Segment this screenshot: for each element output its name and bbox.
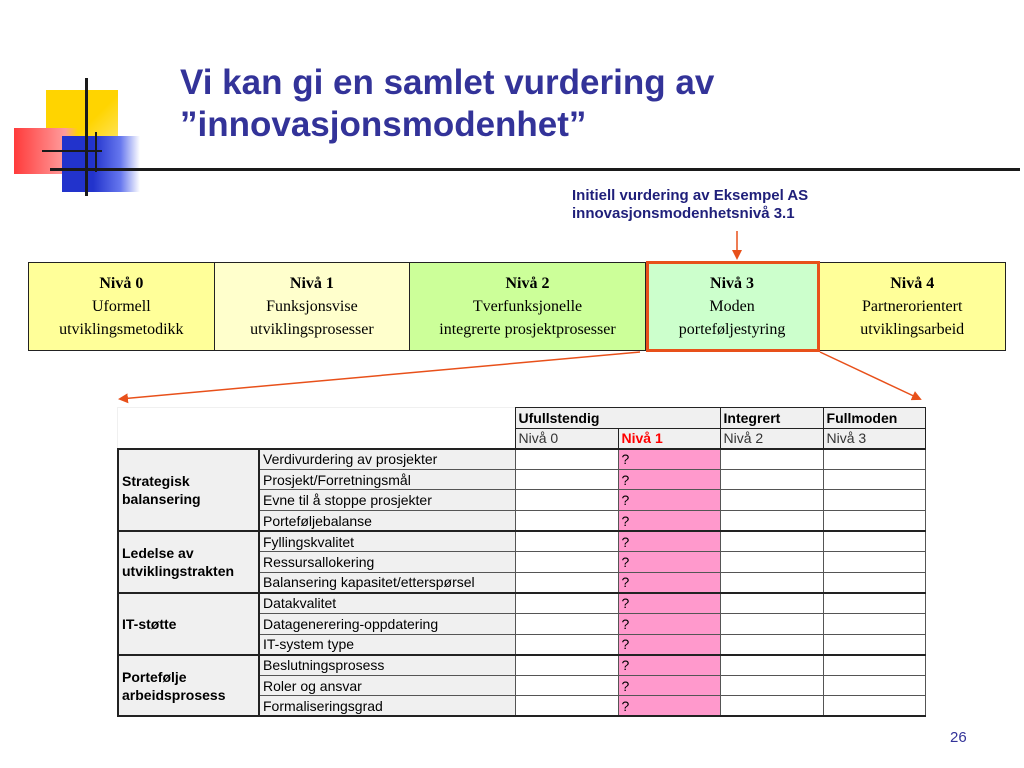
callout-line1: Initiell vurdering av Eksempel AS: [572, 187, 809, 204]
assessment-callout: [572, 187, 808, 223]
group-header-fullmoden: Fullmoden: [823, 408, 925, 429]
level-desc-line1: Uformell: [91, 298, 151, 315]
level-heading: Nivå 2: [505, 275, 550, 292]
logo-blue-square: [62, 136, 140, 192]
table-row: [118, 593, 925, 614]
score-cell: [823, 572, 925, 593]
niva-header: Nivå 0: [515, 428, 618, 449]
score-cell-current: ?: [618, 531, 720, 552]
maturity-levels-table: [28, 262, 1006, 351]
criterion-cell: Ressursallokering: [259, 552, 515, 573]
score-cell: [720, 696, 823, 717]
score-cell: [823, 696, 925, 717]
score-cell: [515, 469, 618, 490]
page-number: 26: [950, 729, 967, 746]
slide-title-line1: Vi kan gi en samlet vurdering av: [180, 63, 715, 102]
expand-arrow-left: [120, 352, 640, 399]
expand-arrow-right: [820, 352, 920, 399]
score-cell: [515, 449, 618, 470]
criterion-cell: Datakvalitet: [259, 593, 515, 614]
score-cell: [720, 552, 823, 573]
level-0-cell: [29, 263, 215, 350]
empty-corner: [118, 428, 515, 449]
level-1-cell: [215, 263, 411, 350]
criterion-cell: Fyllingskvalitet: [259, 531, 515, 552]
level-heading: Nivå 1: [289, 275, 334, 292]
criterion-cell: Datagenerering-oppdatering: [259, 613, 515, 634]
logo-horizontal-line-short: [42, 150, 102, 152]
score-cell-current: ?: [618, 634, 720, 655]
assessment-table: [117, 407, 926, 717]
level-desc-line1: Moden: [709, 298, 755, 315]
score-cell: [823, 655, 925, 676]
group-header-row: [118, 408, 925, 429]
score-cell: [720, 531, 823, 552]
table-row: [118, 449, 925, 470]
title-underline: [50, 168, 1020, 171]
category-name-line2: utviklingstrakten: [122, 562, 235, 579]
score-cell: [515, 655, 618, 676]
level-desc-line2: integrerte prosjektprosesser: [439, 321, 616, 338]
level-heading: Nivå 0: [99, 275, 144, 292]
score-cell: [823, 552, 925, 573]
score-cell: [720, 613, 823, 634]
score-cell: [720, 655, 823, 676]
slide-title-line2: ”innovasjonsmodenhet”: [180, 105, 587, 144]
level-heading: Nivå 3: [710, 275, 755, 292]
score-cell-current: ?: [618, 490, 720, 511]
score-cell-current: ?: [618, 593, 720, 614]
category-name-line1: IT-støtte: [122, 615, 177, 632]
niva-header: Nivå 2: [720, 428, 823, 449]
group-header-ufullstendig: Ufullstendig: [515, 408, 720, 429]
score-cell: [515, 510, 618, 531]
score-cell-current: ?: [618, 552, 720, 573]
score-cell-current: ?: [618, 510, 720, 531]
level-desc-line2: utviklingsmetodikk: [59, 321, 184, 338]
criterion-cell: Verdivurdering av prosjekter: [259, 449, 515, 470]
criterion-cell: Roler og ansvar: [259, 675, 515, 696]
score-cell: [720, 490, 823, 511]
score-cell: [720, 572, 823, 593]
score-cell-current: ?: [618, 675, 720, 696]
score-cell: [823, 510, 925, 531]
score-cell-current: ?: [618, 449, 720, 470]
score-cell: [720, 469, 823, 490]
score-cell: [720, 449, 823, 470]
level-2-cell: [410, 263, 646, 350]
category-cell: [118, 531, 259, 593]
category-cell: [118, 593, 259, 655]
score-cell: [823, 449, 925, 470]
score-cell-current: ?: [618, 469, 720, 490]
logo-vertical-line-short: [95, 132, 97, 172]
level-heading: Nivå 4: [890, 275, 935, 292]
score-cell: [823, 613, 925, 634]
score-cell: [823, 675, 925, 696]
level-desc-line2: utviklingsarbeid: [860, 321, 965, 338]
level-desc-line1: Tverfunksjonelle: [472, 298, 583, 315]
criterion-cell: Evne til å stoppe prosjekter: [259, 490, 515, 511]
score-cell: [823, 634, 925, 655]
criterion-cell: Balansering kapasitet/etterspørsel: [259, 572, 515, 593]
slide-title: [180, 62, 980, 146]
level-4-cell: [819, 263, 1005, 350]
level-desc-line2: utviklingsprosesser: [250, 321, 374, 338]
score-cell: [515, 490, 618, 511]
current-level-highlight: [646, 261, 820, 352]
criterion-cell: Formaliseringsgrad: [259, 696, 515, 717]
score-cell: [720, 675, 823, 696]
category-name-line1: Strategisk: [122, 472, 190, 489]
criterion-cell: Prosjekt/Forretningsmål: [259, 469, 515, 490]
category-name-line1: Portefølje: [122, 668, 187, 685]
niva-header: Nivå 3: [823, 428, 925, 449]
level-desc-line1: Partnerorientert: [861, 298, 963, 315]
callout-line2: innovasjonsmodenhetsnivå 3.1: [572, 205, 795, 222]
category-cell: [118, 449, 259, 531]
score-cell: [823, 593, 925, 614]
category-name-line2: balansering: [122, 490, 201, 507]
criterion-cell: Beslutningsprosess: [259, 655, 515, 676]
assessment-grid: [117, 407, 924, 717]
score-cell: [515, 552, 618, 573]
score-cell: [823, 490, 925, 511]
level-desc-line1: Funksjonsvise: [266, 298, 358, 315]
score-cell-current: ?: [618, 655, 720, 676]
score-cell: [823, 469, 925, 490]
level-desc-line2: porteføljestyring: [678, 321, 786, 338]
niva-header-current: Nivå 1: [618, 428, 720, 449]
empty-corner: [118, 408, 515, 429]
score-cell-current: ?: [618, 572, 720, 593]
category-name-line2: arbeidsprosess: [122, 686, 226, 703]
score-cell: [515, 696, 618, 717]
score-cell: [515, 675, 618, 696]
category-name-line1: Ledelse av: [122, 544, 194, 561]
logo-vertical-line: [85, 78, 88, 196]
score-cell-current: ?: [618, 613, 720, 634]
score-cell-current: ?: [618, 696, 720, 717]
criterion-cell: IT-system type: [259, 634, 515, 655]
table-row: [118, 531, 925, 552]
criterion-cell: Porteføljebalanse: [259, 510, 515, 531]
score-cell: [720, 634, 823, 655]
category-cell: [118, 655, 259, 717]
group-header-integrert: Integrert: [720, 408, 823, 429]
score-cell: [823, 531, 925, 552]
niva-header-row: [118, 428, 925, 449]
score-cell: [515, 613, 618, 634]
table-row: [118, 655, 925, 676]
score-cell: [515, 593, 618, 614]
score-cell: [720, 510, 823, 531]
score-cell: [720, 593, 823, 614]
score-cell: [515, 634, 618, 655]
score-cell: [515, 572, 618, 593]
score-cell: [515, 531, 618, 552]
